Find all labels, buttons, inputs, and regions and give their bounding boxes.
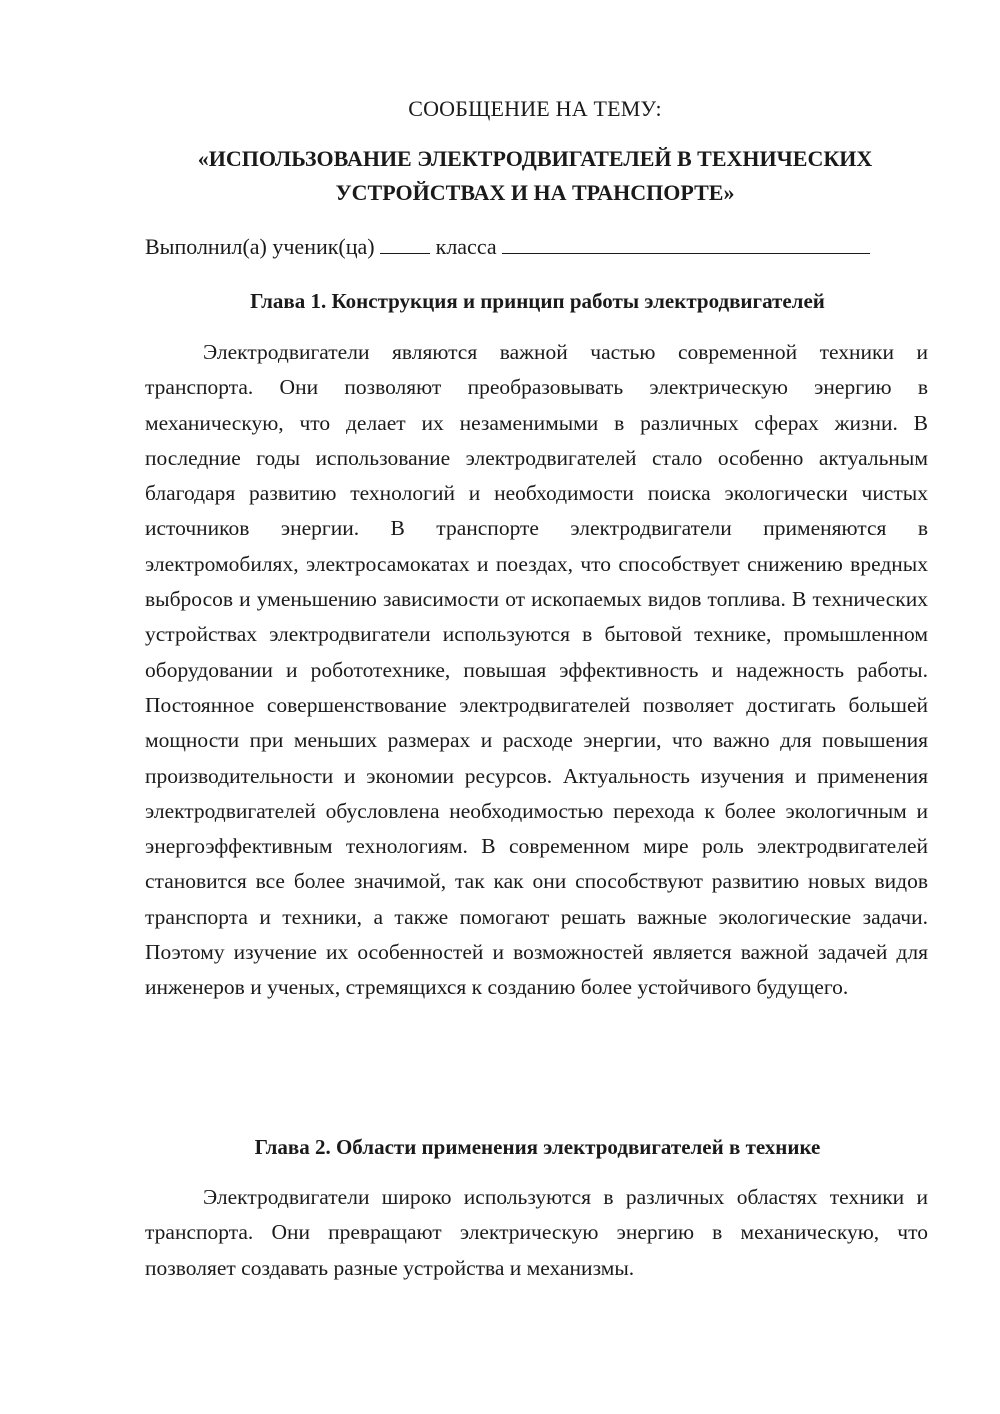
- grade-blank-field[interactable]: [380, 231, 430, 254]
- class-label: класса: [435, 234, 497, 259]
- chapter-1-title: Глава 1. Конструкция и принцип работы электродвигателей: [250, 289, 825, 313]
- name-blank-field[interactable]: [502, 231, 870, 254]
- topic-line-1: «ИСПОЛЬЗОВАНИЕ ЭЛЕКТРОДВИГАТЕЛЕЙ В ТЕХНИЧЕСКИХ: [197, 146, 873, 171]
- document-topic: [140, 142, 930, 210]
- chapter-1-paragraph: Электродвигатели являются важной частью современной техники и транспорта. Они позволяют преобразовывать электрическую энергию в механическую, что делает их незаменимыми в различных сферах жизни. В последние годы использование электродвигателей стало особенно актуальным благодаря развитию технологий и необходимости поиска экологически чистых источников энергии. В транспорте электродвигатели применяются в электромобилях, электросамокатах и поездах, что способствует снижению вредных выбросов и уменьшению зависимости от ископаемых видов топлива. В технических устройствах электродвигатели используются в бытовой технике, промышленном оборудовании и робототехнике, повышая эффективность и надежность работы. Постоянное совершенствование электродвигателей позволяет достигать большей мощности при меньших размерах и расходе энергии, что важно для повышения производительности и экономии ресурсов. Актуальность изучения и применения электродвигателей обусловлена необходимостью перехода к более экологичным и энергоэффективным технологиям. В современном мире роль электродвигателей становится все более значимой, так как они способствуют развитию новых видов транспорта и техники, а также помогают решать важные экологические задачи. Поэтому изучение их особенностей и возможностей является важной задачей для инженеров и ученых, стремящихся к созданию более устойчивого будущего.: [145, 340, 928, 1000]
- document-subject: СООБЩЕНИЕ НА ТЕМУ:: [408, 96, 662, 121]
- chapter-2-title: Глава 2. Области применения электродвигателей в технике: [254, 1135, 821, 1159]
- author-line: [145, 231, 935, 262]
- topic-line-2: УСТРОЙСТВАХ И НА ТРАНСПОРТЕ»: [335, 180, 735, 205]
- author-label: Выполнил(а) ученик(ца): [145, 234, 375, 259]
- chapter-2-paragraph: Электродвигатели широко используются в различных областях техники и транспорта. Они превращают электрическую энергию в механическую, что позволяет создавать разные устройства и механизмы.: [145, 1185, 928, 1280]
